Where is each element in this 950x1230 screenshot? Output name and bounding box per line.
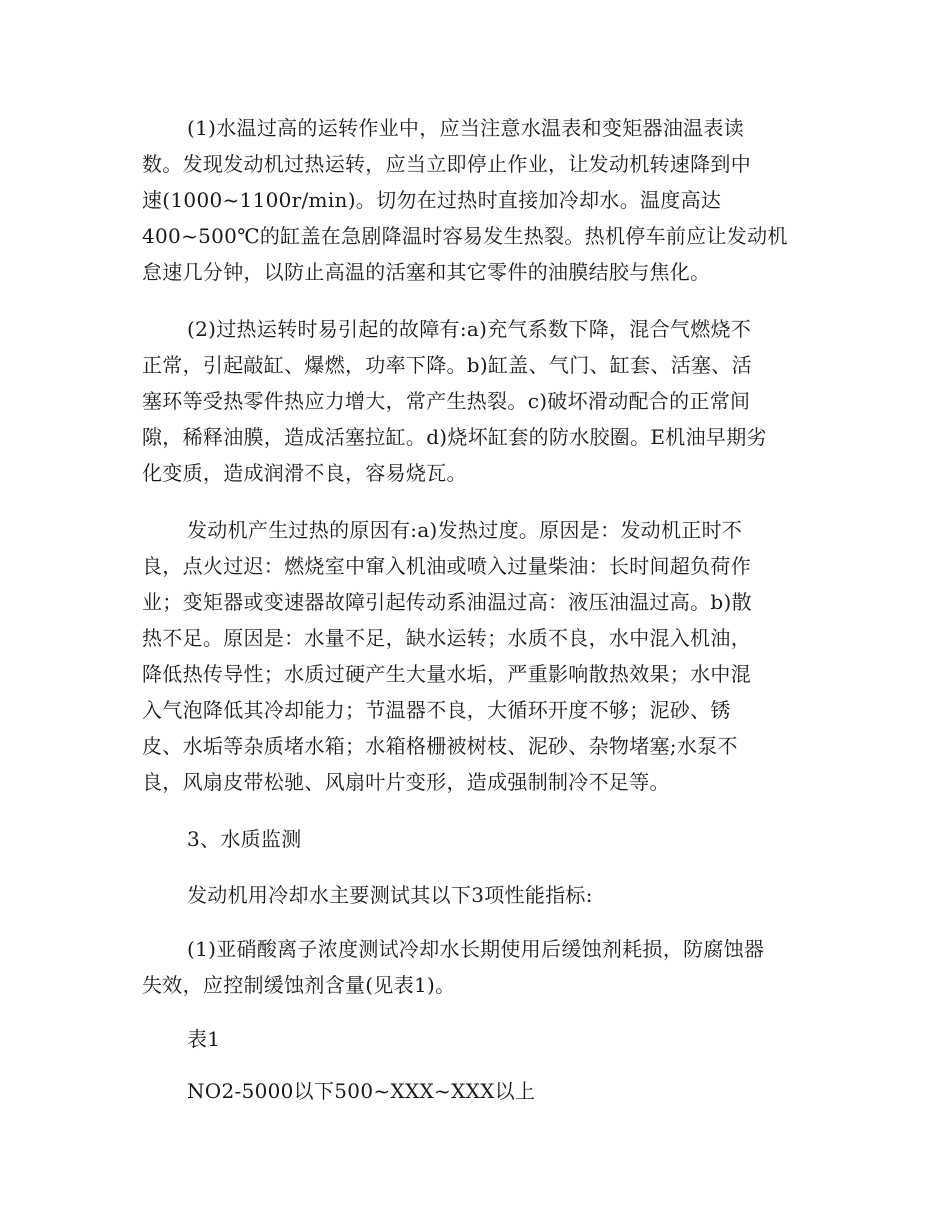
text-line: (1)水温过高的运转作业中，应当注意水温表和变矩器油温表读 [187,116,745,140]
text-line: 怠速几分钟，以防止高温的活塞和其它零件的油膜结胶与焦化。 [142,260,711,284]
text-line: 发动机产生过热的原因有:a)发热过度。原因是：发动机正时不 [187,518,743,542]
text-line: 失效，应控制缓蚀剂含量(见表1)。 [142,973,456,997]
section-heading: 3、水质监测 [187,827,302,851]
text-line: (1)亚硝酸离子浓度测试冷却水长期使用后缓蚀剂耗损，防腐蚀器 [187,937,765,961]
text-line: 塞环等受热零件热应力增大，常产生热裂。c)破坏滑动配合的正常间 [142,389,751,413]
text-line: 速(1000~1100r/min)。切勿在过热时直接加冷却水。温度高达 [142,188,722,212]
text-line: 热不足。原因是：水量不足，缺水运转；水质不良，水中混入机油， [142,626,751,650]
text-line: (2)过热运转时易引起的故障有:a)充气系数下降，混合气燃烧不 [187,317,752,341]
table-row: NO2-5000以下500~XXX~XXX以上 [187,1079,536,1103]
text-line: 正常，引起敲缸、爆燃，功率下降。b)缸盖、气门、缸套、活塞、活 [142,353,752,377]
text-line: 400~500℃的缸盖在急剧降温时容易发生热裂。热机停车前应让发动机 [142,224,788,248]
text-line: 隙，稀释油膜，造成活塞拉缸。d)烧坏缸套的防水胶圈。E机油早期劣 [142,425,767,449]
text-line: 入气泡降低其冷却能力；节温器不良，大循环开度不够；泥砂、锈 [142,698,731,722]
text-line: 业；变矩器或变速器故障引起传动系油温过高：液压油温过高。b)散 [142,590,752,614]
table-caption: 表1 [187,1027,221,1051]
text-line: 数。发现发动机过热运转，应当立即停止作业，让发动机转速降到中 [142,152,751,176]
text-line: 降低热传导性；水质过硬产生大量水垢，严重影响散热效果；水中混 [142,662,751,686]
text-line: 发动机用冷却水主要测试其以下3项性能指标: [187,883,593,907]
text-line: 良，点火过迟：燃烧室中窜入机油或喷入过量柴油：长时间超负荷作 [142,554,751,578]
text-line: 化变质，造成润滑不良，容易烧瓦。 [142,461,467,485]
text-line: 良，风扇皮带松驰、风扇叶片变形，造成强制制冷不足等。 [142,770,670,794]
text-line: 皮、水垢等杂质堵水箱；水箱格栅被树枝、泥砂、杂物堵塞;水泵不 [142,734,738,758]
